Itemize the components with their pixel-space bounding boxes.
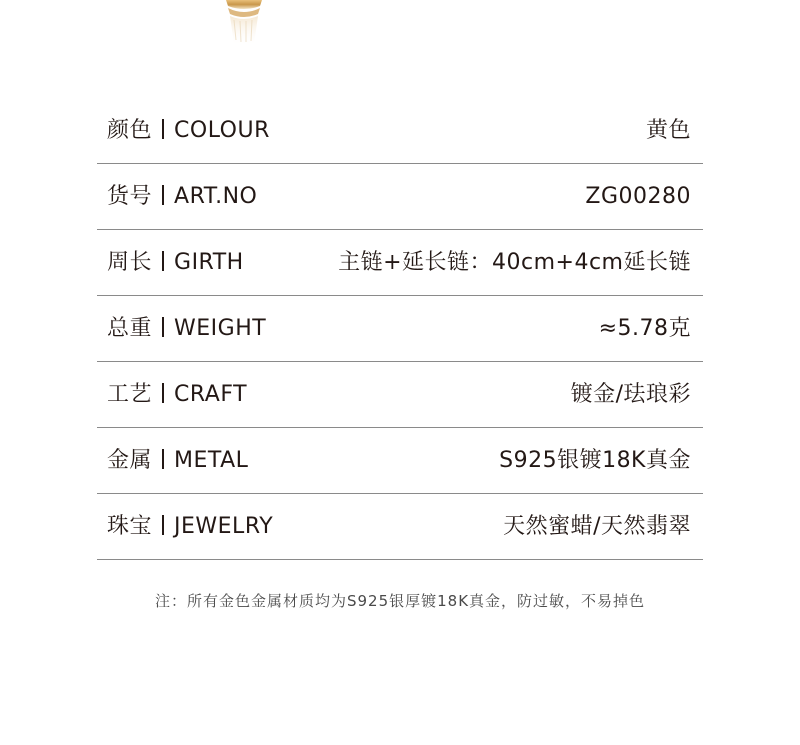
label-separator (162, 251, 164, 271)
spec-label-en: METAL (174, 448, 249, 473)
gold-pendant-image (222, 0, 266, 48)
spec-label-cn: 货号 (107, 184, 153, 209)
label-separator (162, 515, 164, 535)
label-separator (162, 449, 164, 469)
spec-label (107, 362, 247, 428)
spec-label (107, 98, 270, 164)
spec-label-cn: 颜色 (107, 118, 153, 143)
spec-label-cn: 总重 (107, 316, 153, 341)
product-photo-fragment (222, 0, 266, 48)
spec-label-cn: 珠宝 (107, 514, 153, 539)
spec-label-en: JEWELRY (174, 514, 274, 539)
spec-label (107, 296, 266, 362)
footnote-text: 注：所有金色金属材质均为S925银厚镀18K真金，防过敏，不易掉色 (154, 592, 646, 610)
spec-label-en: WEIGHT (174, 316, 267, 341)
spec-row-art-no (97, 164, 703, 230)
spec-row-metal (97, 428, 703, 494)
spec-label (107, 428, 248, 494)
spec-label (107, 494, 273, 560)
spec-value: ≈5.78克 (598, 316, 691, 341)
spec-label (107, 230, 244, 296)
label-separator (162, 185, 164, 205)
label-separator (162, 383, 164, 403)
spec-row-jewelry (97, 494, 703, 560)
spec-label-cn: 金属 (107, 448, 153, 473)
spec-row-craft (97, 362, 703, 428)
spec-label-cn: 周长 (107, 250, 153, 275)
spec-value: S925银镀18K真金 (499, 448, 691, 473)
label-separator (162, 317, 164, 337)
spec-label-en: GIRTH (174, 250, 244, 275)
spec-value: 黄色 (645, 118, 691, 143)
spec-label-en: ART.NO (174, 184, 258, 209)
spec-row-colour (97, 98, 703, 164)
spec-table (97, 98, 703, 560)
spec-row-weight (97, 296, 703, 362)
spec-value: 镀金/珐琅彩 (570, 382, 691, 407)
spec-value: 主链+延长链：40cm+4cm延长链 (338, 250, 691, 275)
spec-label (107, 164, 257, 230)
spec-label-en: CRAFT (174, 382, 248, 407)
spec-label-cn: 工艺 (107, 382, 153, 407)
spec-value: 天然蜜蜡/天然翡翠 (503, 514, 691, 539)
spec-label-en: COLOUR (174, 118, 270, 143)
spec-row-girth (97, 230, 703, 296)
spec-value: ZG00280 (585, 184, 691, 209)
label-separator (162, 119, 164, 139)
